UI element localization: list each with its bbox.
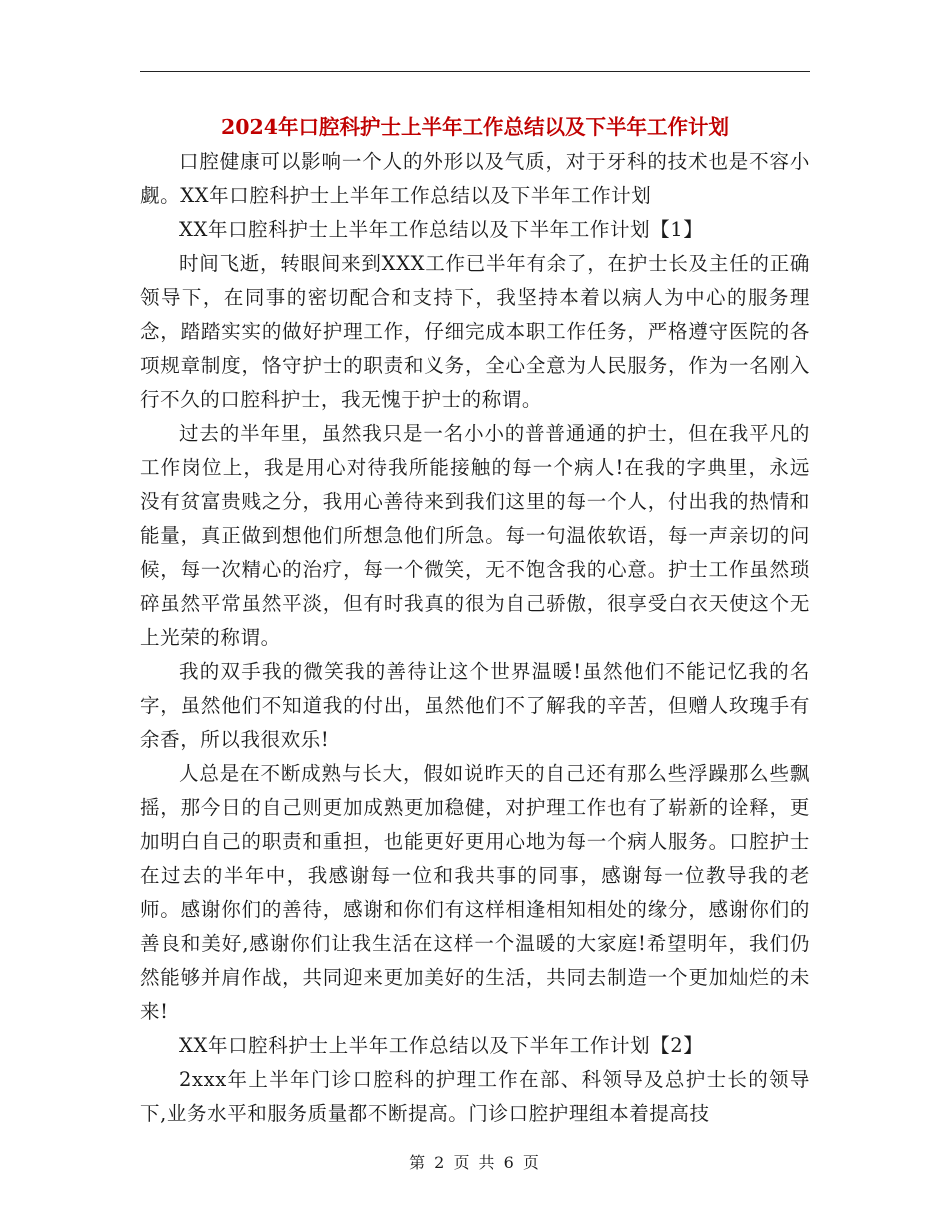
document-body bbox=[140, 145, 810, 1131]
paragraph: 2xxx年上半年门诊口腔科的护理工作在部、科领导及总护士长的领导下,业务水平和服务质量都不断提高。门诊口腔护理组本着提高技 bbox=[140, 1068, 810, 1125]
page-number: 第 2 页 共 6 页 bbox=[409, 1153, 541, 1172]
section-heading-2: XX年口腔科护士上半年工作总结以及下半年工作计划【2】 bbox=[179, 1034, 704, 1057]
header-rule bbox=[140, 71, 810, 72]
paragraph: 人总是在不断成熟与长大，假如说昨天的自己还有那么些浮躁那么些飘摇，那今日的自己则更加成熟更加稳健，对护理工作也有了崭新的诠释，更加明白自己的职责和重担，也能更好更用心地为每一个病人服务。口腔护士在过去的半年中，我感谢每一位和我共事的同事，感谢每一位教导我的老师。感谢你们的善待，感谢和你们有这样相逢相知相处的缘分，感谢你们的善良和美好,感谢你们让我生活在这样一个温暖的大家庭!希望明年，我们仍然能够并肩作战，共同迎来更加美好的生活，共同去制造一个更加灿烂的未来! bbox=[140, 762, 810, 1023]
document-title: 2024年口腔科护士上半年工作总结以及下半年工作计划 bbox=[220, 115, 730, 139]
paragraph: 我的双手我的微笑我的善待让这个世界温暖!虽然他们不能记忆我的名字，虽然他们不知道我的付出，虽然他们不了解我的辛苦，但赠人玫瑰手有余香，所以我很欢乐! bbox=[140, 660, 810, 751]
paragraph: 过去的半年里，虽然我只是一名小小的普普通通的护士，但在我平凡的工作岗位上，我是用心对待我所能接触的每一个病人!在我的字典里，永远没有贫富贵贱之分，我用心善待来到我们这里的每一个人，付出我的热情和能量，真正做到想他们所想急他们所急。每一句温侬软语，每一声亲切的问候，每一次精心的治疗，每一个微笑，无不饱含我的心意。护士工作虽然琐碎虽然平常虽然平淡，但有时我真的很为自己骄傲，很享受白衣天使这个无上光荣的称谓。 bbox=[140, 422, 810, 649]
paragraph: 时间飞逝，转眼间来到XXX工作已半年有余了，在护士长及主任的正确领导下，在同事的密切配合和支持下，我坚持本着以病人为中心的服务理念，踏踏实实的做好护理工作，仔细完成本职工作任务，严格遵守医院的各项规章制度，恪守护士的职责和义务，全心全意为人民服务，作为一名刚入行不久的口腔科护士，我无愧于护士的称谓。 bbox=[140, 252, 810, 411]
section-heading-1: XX年口腔科护士上半年工作总结以及下半年工作计划【1】 bbox=[179, 218, 704, 241]
paragraph-intro: 口腔健康可以影响一个人的外形以及气质，对于牙科的技术也是不容小觑。XX年口腔科护士上半年工作总结以及下半年工作计划 bbox=[140, 150, 810, 207]
